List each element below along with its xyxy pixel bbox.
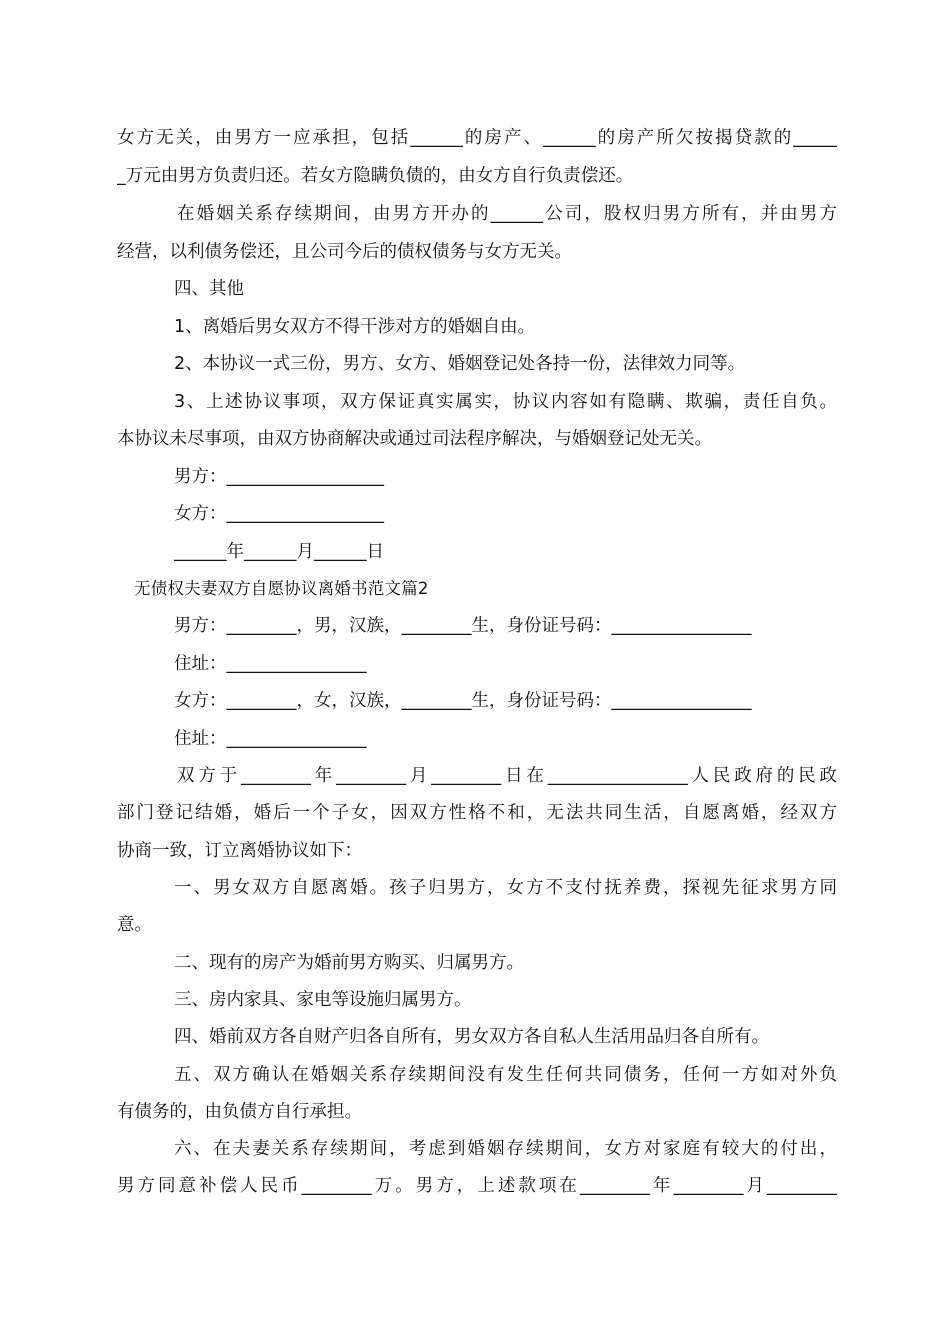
text-line: 男方同意补偿人民币________万。男方，上述款项在________年________月________ <box>117 1176 837 1196</box>
text-line: 一、男女双方自愿离婚。孩子归男方，女方不支付抚养费，探视先征求男方同 <box>174 878 837 898</box>
text-line: 有债务的，由负债方自行承担。 <box>117 1102 362 1122</box>
text-line: 本协议未尽事项，由双方协商解决或通过司法程序解决，与婚姻登记处无关。 <box>117 429 712 449</box>
text-line: _万元由男方负责归还。若女方隐瞒负债的，由女方自行负责偿还。 <box>117 166 634 186</box>
signature-line-female: 女方：__________________ <box>174 504 384 524</box>
text-line: 2、本协议一式三份，男方、女方、婚姻登记处各持一份，法律效力同等。 <box>174 354 746 374</box>
text-line: 在婚姻关系存续期间，由男方开办的______公司，股权归男方所有，并由男方 <box>177 204 837 224</box>
text-line: 五、双方确认在婚姻关系存续期间没有发生任何共同债务，任何一方如对外负 <box>174 1065 837 1085</box>
text-line: 六、在夫妻关系存续期间，考虑到婚姻存续期间，女方对家庭有较大的付出， <box>174 1139 837 1159</box>
text-line: 四、婚前双方各自财产归各自所有，男女双方各自私人生活用品归各自所有。 <box>174 1027 769 1047</box>
text-line: 住址：________________ <box>174 654 367 674</box>
section-heading: 四、其他 <box>174 279 244 299</box>
date-line: ______年______月______日 <box>174 542 384 562</box>
text-line: 女方：________，女，汉族，________生，身份证号码：________________ <box>174 691 752 711</box>
text-line: 女方无关，由男方一应承担，包括______的房产、______的房产所欠按揭贷款的_____ <box>117 128 837 148</box>
text-line: 男方：________，男，汉族，________生，身份证号码：________________ <box>174 616 752 636</box>
signature-line-male: 男方：__________________ <box>174 467 384 487</box>
text-line: 协商一致，订立离婚协议如下： <box>117 841 362 861</box>
text-line: 双方于________年________月________日在________________人民政府的民政 <box>177 766 837 786</box>
text-line: 经营，以利债务偿还，且公司今后的债权债务与女方无关。 <box>117 242 572 262</box>
text-line: 1、离婚后男女双方不得干涉对方的婚姻自由。 <box>174 317 536 337</box>
text-line: 三、房内家具、家电等设施归属男方。 <box>174 990 472 1010</box>
article-title: 无债权夫妻双方自愿协议离婚书范文篇2 <box>134 579 429 598</box>
text-line: 二、现有的房产为婚前男方购买、归属男方。 <box>174 953 524 973</box>
text-line: 3、上述协议事项，双方保证真实属实，协议内容如有隐瞒、欺骗，责任自负。 <box>174 392 837 412</box>
text-line: 意。 <box>117 915 152 935</box>
text-line: 住址：________________ <box>174 729 367 749</box>
text-line: 部门登记结婚，婚后一个子女，因双方性格不和，无法共同生活，自愿离婚，经双方 <box>117 803 837 823</box>
